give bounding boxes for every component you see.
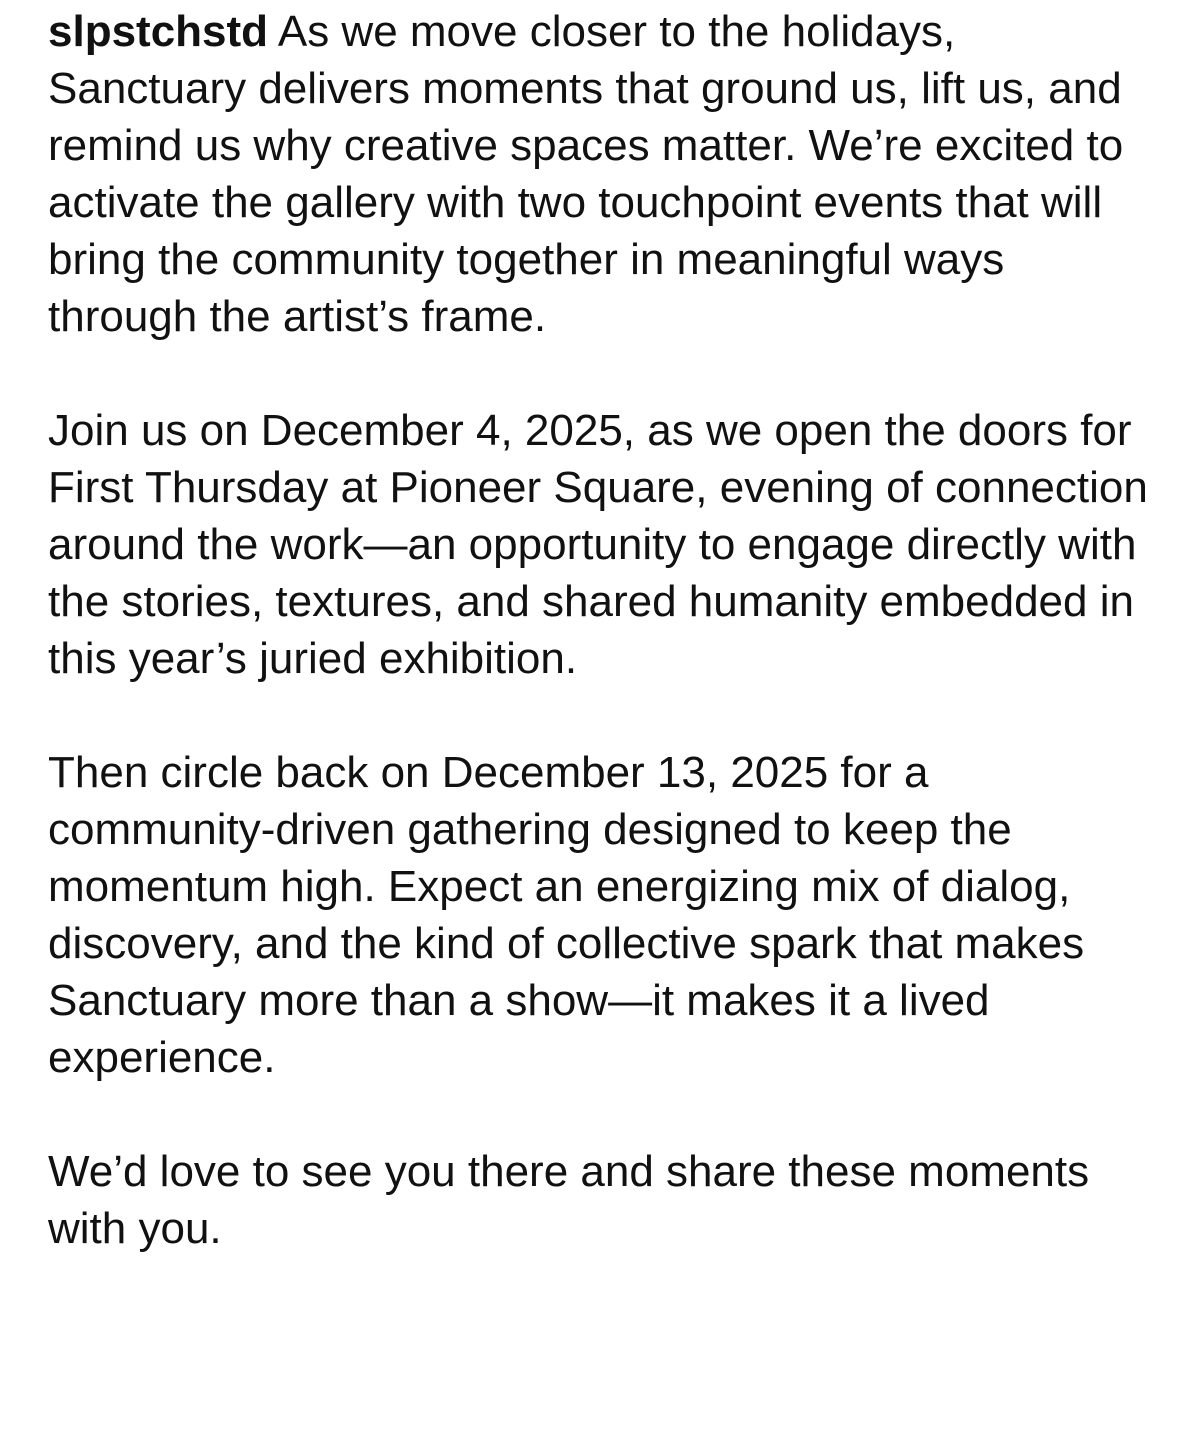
username-link[interactable]: slpstchstd — [48, 7, 269, 56]
caption-paragraph-3: Then circle back on December 13, 2025 for a community-driven gathering designed to keep the momentum high. Expect an energizing mix of dialog, discovery, and the kind of collective spark that makes Sanctuary more than a show—it makes it a lived experience. — [48, 748, 1085, 1082]
caption-text-1: As we move closer to the holidays, Sanctuary delivers moments that ground us, lift us, and remind us why creative spaces matter. We’re excited to activate the gallery with two touchpoint events that will bring the community together in meaningful ways through the artist’s frame. — [48, 7, 1124, 341]
caption-paragraph-2: Join us on December 4, 2025, as we open the doors for First Thursday at Pioneer Square, evening of connection around the work—an opportunity to engage directly with the stories, textures, and shared humanity embedded in this year’s juried exhibition. — [48, 406, 1148, 683]
caption-paragraph-1 — [48, 3, 1148, 345]
caption-paragraph-4: We’d love to see you there and share these moments with you. — [48, 1147, 1090, 1253]
post-caption — [48, 3, 1148, 1314]
